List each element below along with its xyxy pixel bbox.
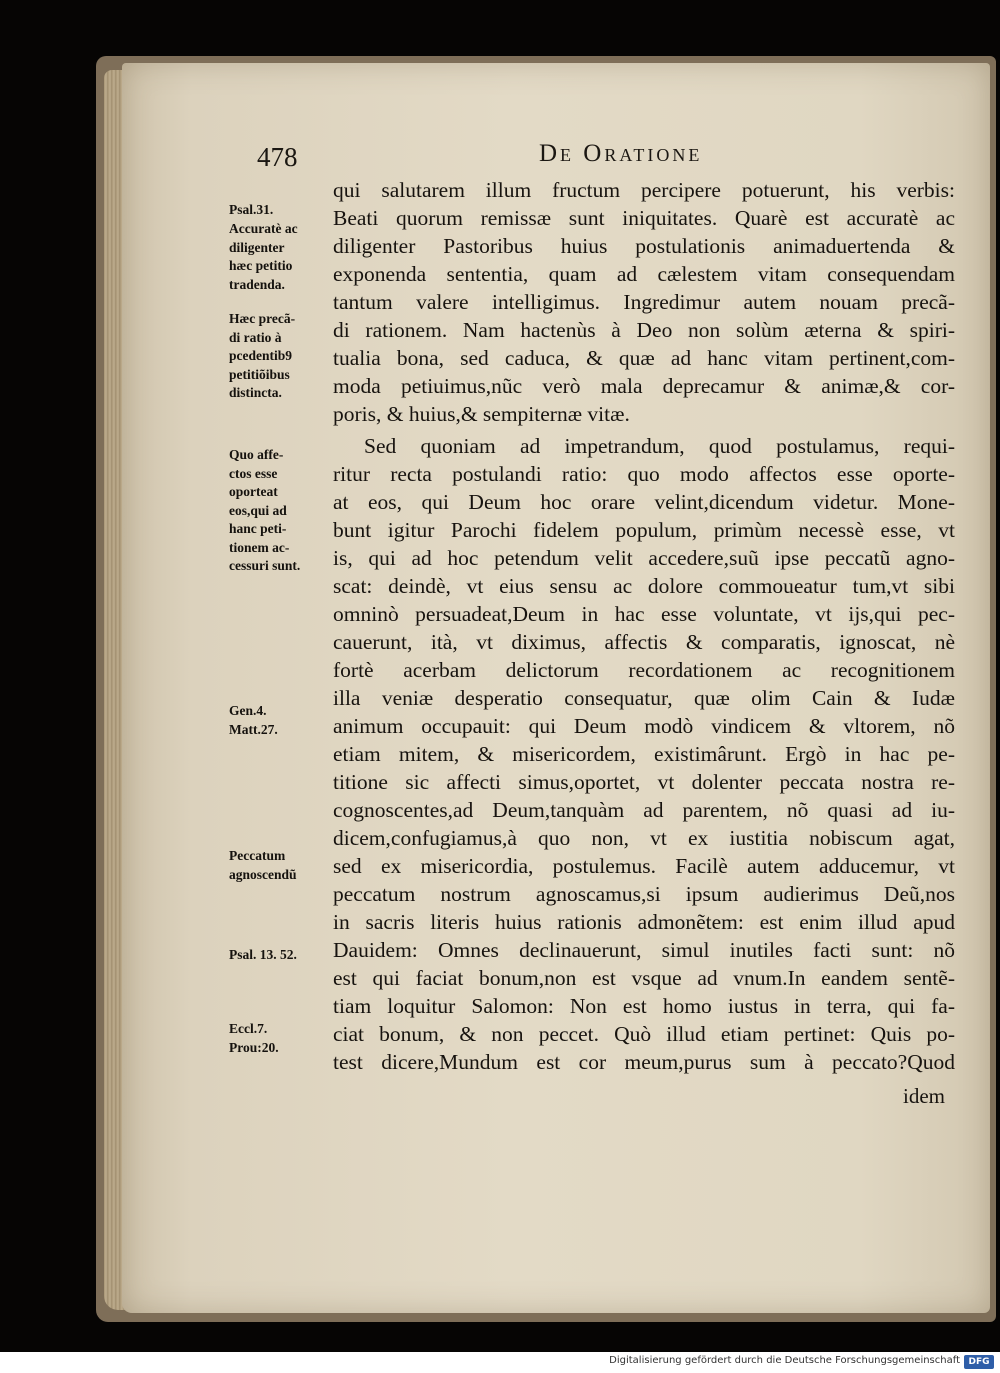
body-line: test dicere,Mundum est cor meum,purus sum à peccato?Quod [333, 1050, 955, 1074]
margin-note-line: pcedentib9 [229, 348, 293, 363]
margin-note-line: oporteat [229, 484, 278, 499]
margin-note-line: hæc petitio [229, 258, 293, 273]
margin-note-quo-affectos [229, 446, 333, 576]
body-line: etiam mitem, & misericordem, existimârunt. Ergò in hac pe- [333, 742, 955, 766]
body-line: fortè acerbam delictorum recordationem ac recognitionem [333, 658, 955, 682]
body-line: omninò persuadeat,Deum in hac esse voluntate, vt ijs,qui pec- [333, 602, 955, 626]
margin-note-line: Matt.27. [229, 721, 278, 737]
catchword: idem [903, 1084, 945, 1108]
margin-note-psalm-13-52 [229, 946, 333, 965]
body-line: qui salutarem illum fructum percipere potuerunt, his verbis: [333, 178, 955, 202]
body-line: tantum valere intelligimus. Ingredimur autem nouam precã- [333, 290, 955, 314]
margin-note-line: Hæc precã- [229, 311, 296, 326]
dfg-logo-icon: DFG [964, 1355, 994, 1369]
body-line: peccatum nostrum agnoscamus,si ipsum audierimus Deũ,nos [333, 882, 955, 906]
margin-note-line: Psal.31. [229, 202, 274, 217]
body-line: tiam loquitur Salomon: Non est homo iustus in terra, qui fa- [333, 994, 955, 1018]
body-line: cognoscentes,ad Deum,tanquàm ad parentem, nõ quasi ad iu- [333, 798, 955, 822]
margin-note-line: Accuratè ac [229, 221, 298, 236]
running-head: De Oratione [539, 140, 703, 167]
margin-note-line: agnoscendũ [229, 866, 297, 882]
body-line: animum occupauit: qui Deum modò vindicem & vltorem, nõ [333, 714, 955, 738]
margin-note-line: cessuri sunt. [229, 558, 301, 573]
margin-note-precandi-ratio [229, 310, 333, 403]
digitization-footer [0, 1352, 1000, 1373]
margin-note-accurate [229, 220, 333, 294]
margin-note-line: Quo affe- [229, 447, 284, 462]
margin-note-line: Psal. 13. 52. [229, 947, 297, 962]
body-line: scat: deindè, vt eius sensu ac dolore commoueatur tum,vt sibi [333, 574, 955, 598]
body-line: tualia bona, sed caduca, & quæ ad hanc vitam pertinent,com- [333, 346, 955, 370]
margin-note-line: ctos esse [229, 465, 278, 481]
body-line: is, qui ad hoc petendum velit accedere,suũ ipse peccatũ agno- [333, 546, 955, 570]
body-line: cauerunt, ità, vt diximus, affectis & comparatis, ignoscat, nè [333, 630, 955, 654]
body-line: sed ex misericordia, postulemus. Facilè autem adducemur, vt [333, 854, 955, 878]
body-line: exponenda sententia, quam ad cælestem vitam consequendam [333, 262, 955, 286]
margin-note-line: petitiõibus [229, 366, 290, 382]
margin-note-peccatum [229, 847, 333, 884]
body-line: di rationem. Nam hactenùs à Deo non solùm æterna & spiri- [333, 318, 955, 342]
margin-note-line: hanc peti- [229, 521, 287, 536]
body-line: bunt igitur Parochi fidelem populum, primùm necessè esse, vt [333, 518, 955, 542]
body-line: ciat bonum, & non peccet. Quò illud etiam pertinet: Quis po- [333, 1022, 955, 1046]
footer-credit: Digitalisierung gefördert durch die Deutsche Forschungsgemeinschaft [609, 1355, 960, 1366]
margin-note-line: Prou:20. [229, 1039, 279, 1055]
body-line: poris, & huius,& sempiternæ vitæ. [333, 402, 630, 426]
margin-note-line: eos,qui ad [229, 502, 287, 518]
margin-note-line: diligenter [229, 239, 285, 255]
margin-note-line: distincta. [229, 385, 282, 400]
margin-note-line: Gen.4. [229, 703, 267, 718]
margin-note-line: tionem ac- [229, 539, 290, 555]
page-number: 478 [257, 142, 298, 172]
margin-note-line: di ratio à [229, 329, 282, 345]
body-line: in sacris literis huius rationis admonẽtem: est enim illud apud [333, 910, 955, 934]
margin-note-eccl-prou [229, 1020, 333, 1057]
body-line: Beati quorum remissæ sunt iniquitates. Quarè est accuratè ac [333, 206, 955, 230]
body-line: at eos, qui Deum hoc orare velint,dicendum videtur. Mone- [333, 490, 955, 514]
body-line: Dauidem: Omnes declinauerunt, simul inutiles facti sunt: nõ [333, 938, 955, 962]
body-line: illa veniæ desperatio consequatur, quæ olim Cain & Iudæ [333, 686, 955, 710]
margin-note-psalm-31 [229, 201, 333, 220]
body-line: diligenter Pastoribus huius postulationis animaduertenda & [333, 234, 955, 258]
body-line: ritur recta postulandi ratio: quo modo affectos esse oporte- [333, 462, 955, 486]
margin-note-line: Eccl.7. [229, 1021, 268, 1036]
body-line: dicem,confugiamus,à quo non, vt ex iustitia nobiscum agat, [333, 826, 955, 850]
margin-note-line: tradenda. [229, 276, 285, 292]
body-line: moda petiuimus,nũc verò mala deprecamur & animæ,& cor- [333, 374, 955, 398]
body-line: Sed quoniam ad impetrandum, quod postulamus, requi- [364, 434, 955, 458]
body-line: est qui faciat bonum,non est vsque ad vnum.In eandem sentẽ- [333, 966, 955, 990]
margin-note-line: Peccatum [229, 848, 286, 863]
body-line: titione sic affecti simus,oportet, vt dolenter peccata nostra re- [333, 770, 955, 794]
margin-note-gen-matt [229, 702, 333, 739]
